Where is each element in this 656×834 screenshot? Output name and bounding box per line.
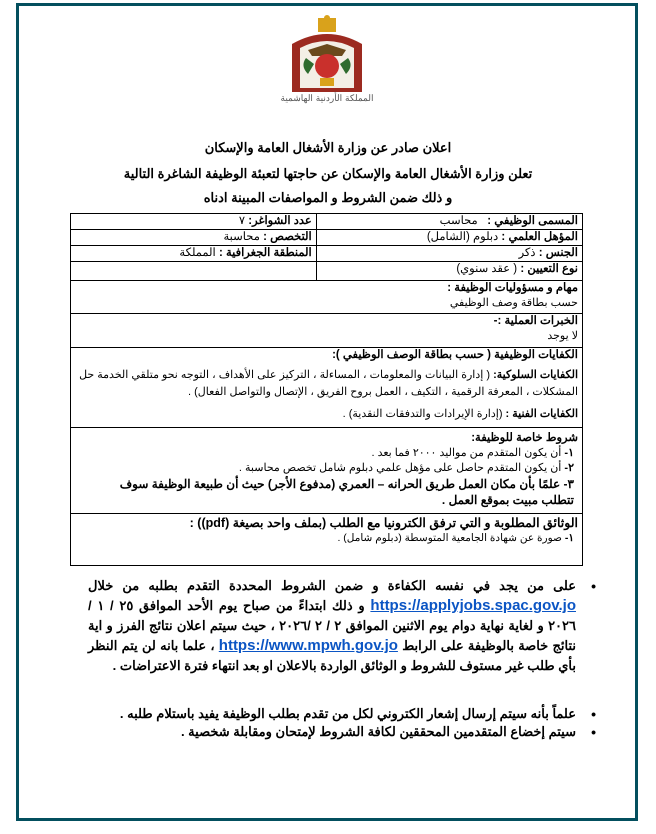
job-spec-table [70,213,583,566]
emblem-caption: المملكة الأردنية الهاشمية [280,94,374,104]
vacancies-value: ٧ [238,215,246,227]
competencies-label: الكفايات الوظيفية ( حسب بطاقة الوصف الوظيفي ): [332,349,578,361]
condition-item: ١- أن يكون المتقدم من مواليد ٢٠٠٠ فما بعد . [371,447,574,459]
vacancies-cell: عدد الشواغر: ٧ [71,214,317,230]
gender-cell: الجنس : ذكر [316,246,582,262]
duties-value: حسب بطاقة وصف الوظيفي [449,297,578,309]
specialization-cell: التخصص : محاسبة [71,230,317,246]
appointment-value: ( عقد سنوي) [456,263,518,275]
announcement-title: اعلان صادر عن وزارة الأشغال العامة والإسكان [204,140,452,155]
document-item: ١- صورة عن شهادة الجامعية المتوسطة (دبلوم شامل) . [337,532,574,544]
special-conditions-label: شروط خاصة للوظيفة: [471,432,578,444]
condition-item: ٣- علمًا بأن مكان العمل طريق الحرانه – العمري (مدفوع الأجر) حيث أن طبيعة الوظيفة سوف تتطلب مبيت بموقع العمل . [119,477,574,507]
region-value: المملكة [179,247,216,259]
bullet-dot-icon: • [591,578,596,594]
qualification-cell: المؤهل العلمي : دبلوم (الشامل) [316,230,582,246]
condition-item: ٢- أن يكون المتقدم حاصل على مؤهل علمي دبلوم شامل تخصص محاسبة . [238,462,574,474]
technical-competencies: الكفايات الفنية : (إدارة الإيرادات والتدفقات النقدية) . [342,408,578,420]
jordan-coat-of-arms-icon [282,14,372,104]
region-cell: المنطقة الجغرافية : المملكة [71,246,317,262]
experience-cell [71,314,583,348]
job-title-cell: المسمى الوظيفي : محاسب [316,214,582,230]
application-note: • على من يجد في نفسه الكفاءة و ضمن الشروط المحددة التقدم بطلبه من خلال https://applyjobs.spac.gov.jo و ذلك ابتداءً من صباح يوم الأحد الموافق ٢٥ / ١ /٢٠٢٦ و لغاية نهاية دوام يوم الاثنين الموافق ٢ / ٢ /٢٠٢٦ ، حيث سيتم اعلان نتائج الفرز و اية نتائج خاصة بالوظيفة على الرابط https://www.mpwh.gov.jo ، علما بانه لن يتم النظر بأي طلب غير مستوف للشروط و الوثائق الواردة بالاعلان او بعد انتهاء فترة الاعتراضات . [88,578,596,673]
experience-value: لا يوجد [547,330,578,342]
qualification-value: دبلوم (الشامل) [426,231,499,243]
gender-value: ذكر [518,247,536,259]
special-conditions-cell [71,428,583,514]
email-notification-note: • علماً بأنه سيتم إرسال إشعار الكتروني لكل من تقدم بطلب الوظيفة يفيد باستلام طلبه . [119,706,596,722]
special-conditions-list [75,446,578,508]
competencies-cell [71,348,583,428]
bullet-dot-icon: • [591,724,596,740]
behavioral-competencies: الكفايات السلوكية: ( إدارة البيانات والمعلومات ، المساءلة ، التركيز على الأهداف ، التوجه نحو متلقي الخدمة حل المشكلات ، المعرفة الرقمية ، التكيف ، العمل بروح الفريق ، الإتصال والتواصل الفعال) . [79,369,578,398]
required-documents-list [75,531,578,546]
bullet-dot-icon: • [591,706,596,722]
exam-interview-note: • سيتم إخضاع المتقدمين المحققين لكافة الشروط لإمتحان ومقابلة شخصية . [180,724,596,740]
duties-label: مهام و مسؤوليات الوظيفة : [447,282,578,294]
experience-label: الخبرات العملية :- [493,315,578,327]
required-documents-label: الوثائق المطلوبة و التي ترفق الكترونيا مع الطلب (بملف واحد بصيغة (pdf)) : [189,516,578,530]
appointment-cell: نوع التعيين : ( عقد سنوي) [316,262,582,281]
required-documents-cell [71,514,583,566]
duties-cell [71,281,583,314]
specialization-value: محاسبة [223,231,260,243]
announcement-subtitle: تعلن وزارة الأشغال العامة والإسكان عن حاجتها لتعبئة الوظيفة الشاغرة التالية [123,166,533,181]
job-title-value: محاسب [439,215,478,227]
apply-jobs-link[interactable]: https://applyjobs.spac.gov.jo [370,597,576,614]
announcement-conditions-intro: و ذلك ضمن الشروط و المواصفات المبينة ادناه [203,190,453,205]
ministry-website-link[interactable]: https://www.mpwh.gov.jo [218,637,398,654]
